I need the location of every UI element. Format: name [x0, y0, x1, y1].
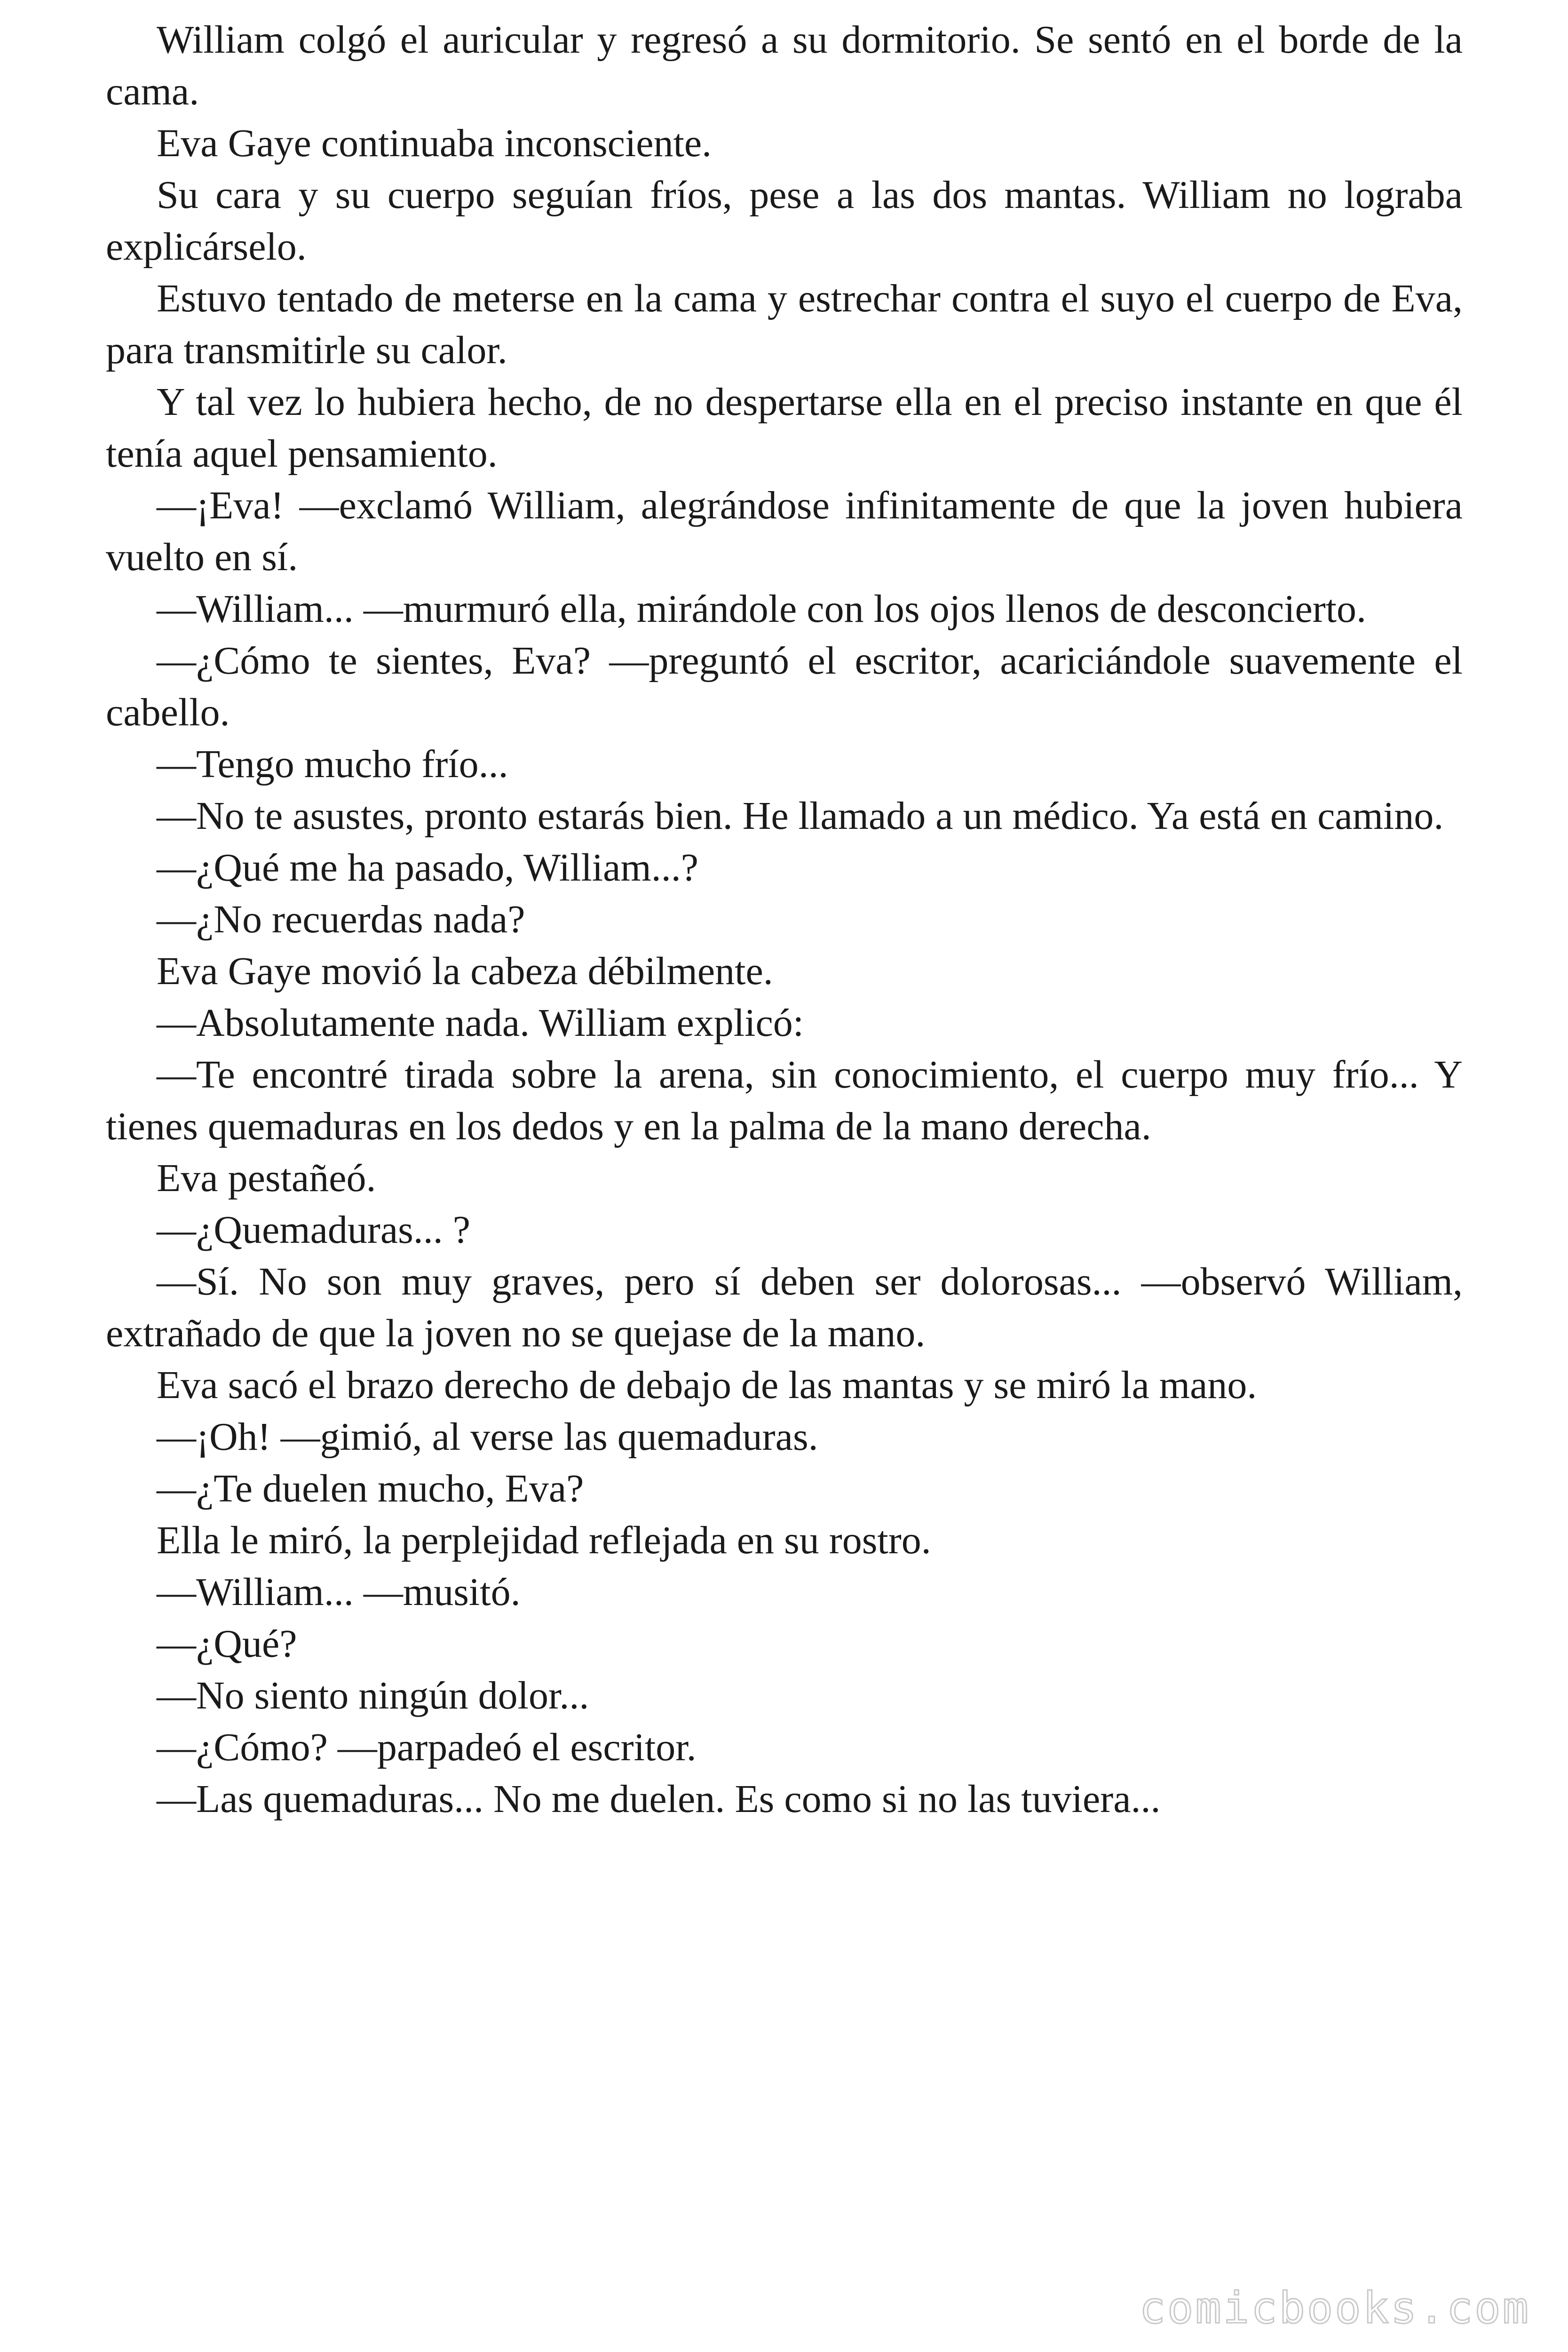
paragraph: —¿Qué me ha pasado, William...?: [157, 846, 699, 890]
paragraph: —No siento ningún dolor...: [157, 1674, 589, 1717]
paragraph: —William... —musitó.: [157, 1570, 521, 1614]
paragraph: —¿No recuerdas nada?: [157, 898, 525, 941]
paragraph: —Absolutamente nada. William explicó:: [157, 1001, 804, 1045]
paragraph: Y tal vez lo hubiera hecho, de no despertarse ella en el preciso instante en que él tenía aquel pensamiento.: [106, 380, 1463, 476]
watermark: comicbooks.com: [1139, 2283, 1530, 2333]
paragraph: —¿Cómo te sientes, Eva? —preguntó el escritor, acariciándole suavemente el cabello.: [106, 639, 1463, 734]
paragraph: Eva sacó el brazo derecho de debajo de las mantas y se miró la mano.: [157, 1363, 1257, 1407]
paragraph: —¡Oh! —gimió, al verse las quemaduras.: [157, 1415, 818, 1459]
paragraph: —¿Te duelen mucho, Eva?: [157, 1467, 584, 1510]
paragraph: —¿Qué?: [157, 1622, 297, 1666]
paragraph: Su cara y su cuerpo seguían fríos, pese a las dos mantas. William no lograba explicárselo.: [106, 173, 1463, 269]
paragraph: —¿Cómo? —parpadeó el escritor.: [157, 1725, 697, 1769]
paragraph: —William... —murmuró ella, mirándole con los ojos llenos de desconcierto.: [157, 587, 1367, 631]
paragraph: Eva pestañeó.: [157, 1156, 376, 1200]
paragraph: Estuvo tentado de meterse en la cama y estrechar contra el suyo el cuerpo de Eva, para transmitirle su calor.: [106, 277, 1463, 372]
paragraph: Ella le miró, la perplejidad reflejada en su rostro.: [157, 1518, 931, 1562]
paragraph: —Tengo mucho frío...: [157, 742, 508, 786]
paragraph: —Sí. No son muy graves, pero sí deben ser dolorosas... —observó William, extrañado de que la joven no se quejase de la mano.: [106, 1260, 1463, 1355]
paragraph: —No te asustes, pronto estarás bien. He llamado a un médico. Ya está en camino.: [157, 794, 1444, 838]
page-text: [106, 14, 1463, 1825]
paragraph: William colgó el auricular y regresó a su dormitorio. Se sentó en el borde de la cama.: [106, 18, 1463, 113]
paragraph: —Te encontré tirada sobre la arena, sin conocimiento, el cuerpo muy frío... Y tienes quemaduras en los dedos y en la palma de la mano derecha.: [106, 1053, 1463, 1148]
paragraph: —Las quemaduras... No me duelen. Es como si no las tuviera...: [157, 1777, 1161, 1821]
paragraph: Eva Gaye movió la cabeza débilmente.: [157, 949, 773, 993]
paragraph: —¡Eva! —exclamó William, alegrándose infinitamente de que la joven hubiera vuelto en sí.: [106, 484, 1463, 579]
paragraph: Eva Gaye continuaba inconsciente.: [157, 121, 712, 165]
paragraph: —¿Quemaduras... ?: [157, 1208, 471, 1252]
